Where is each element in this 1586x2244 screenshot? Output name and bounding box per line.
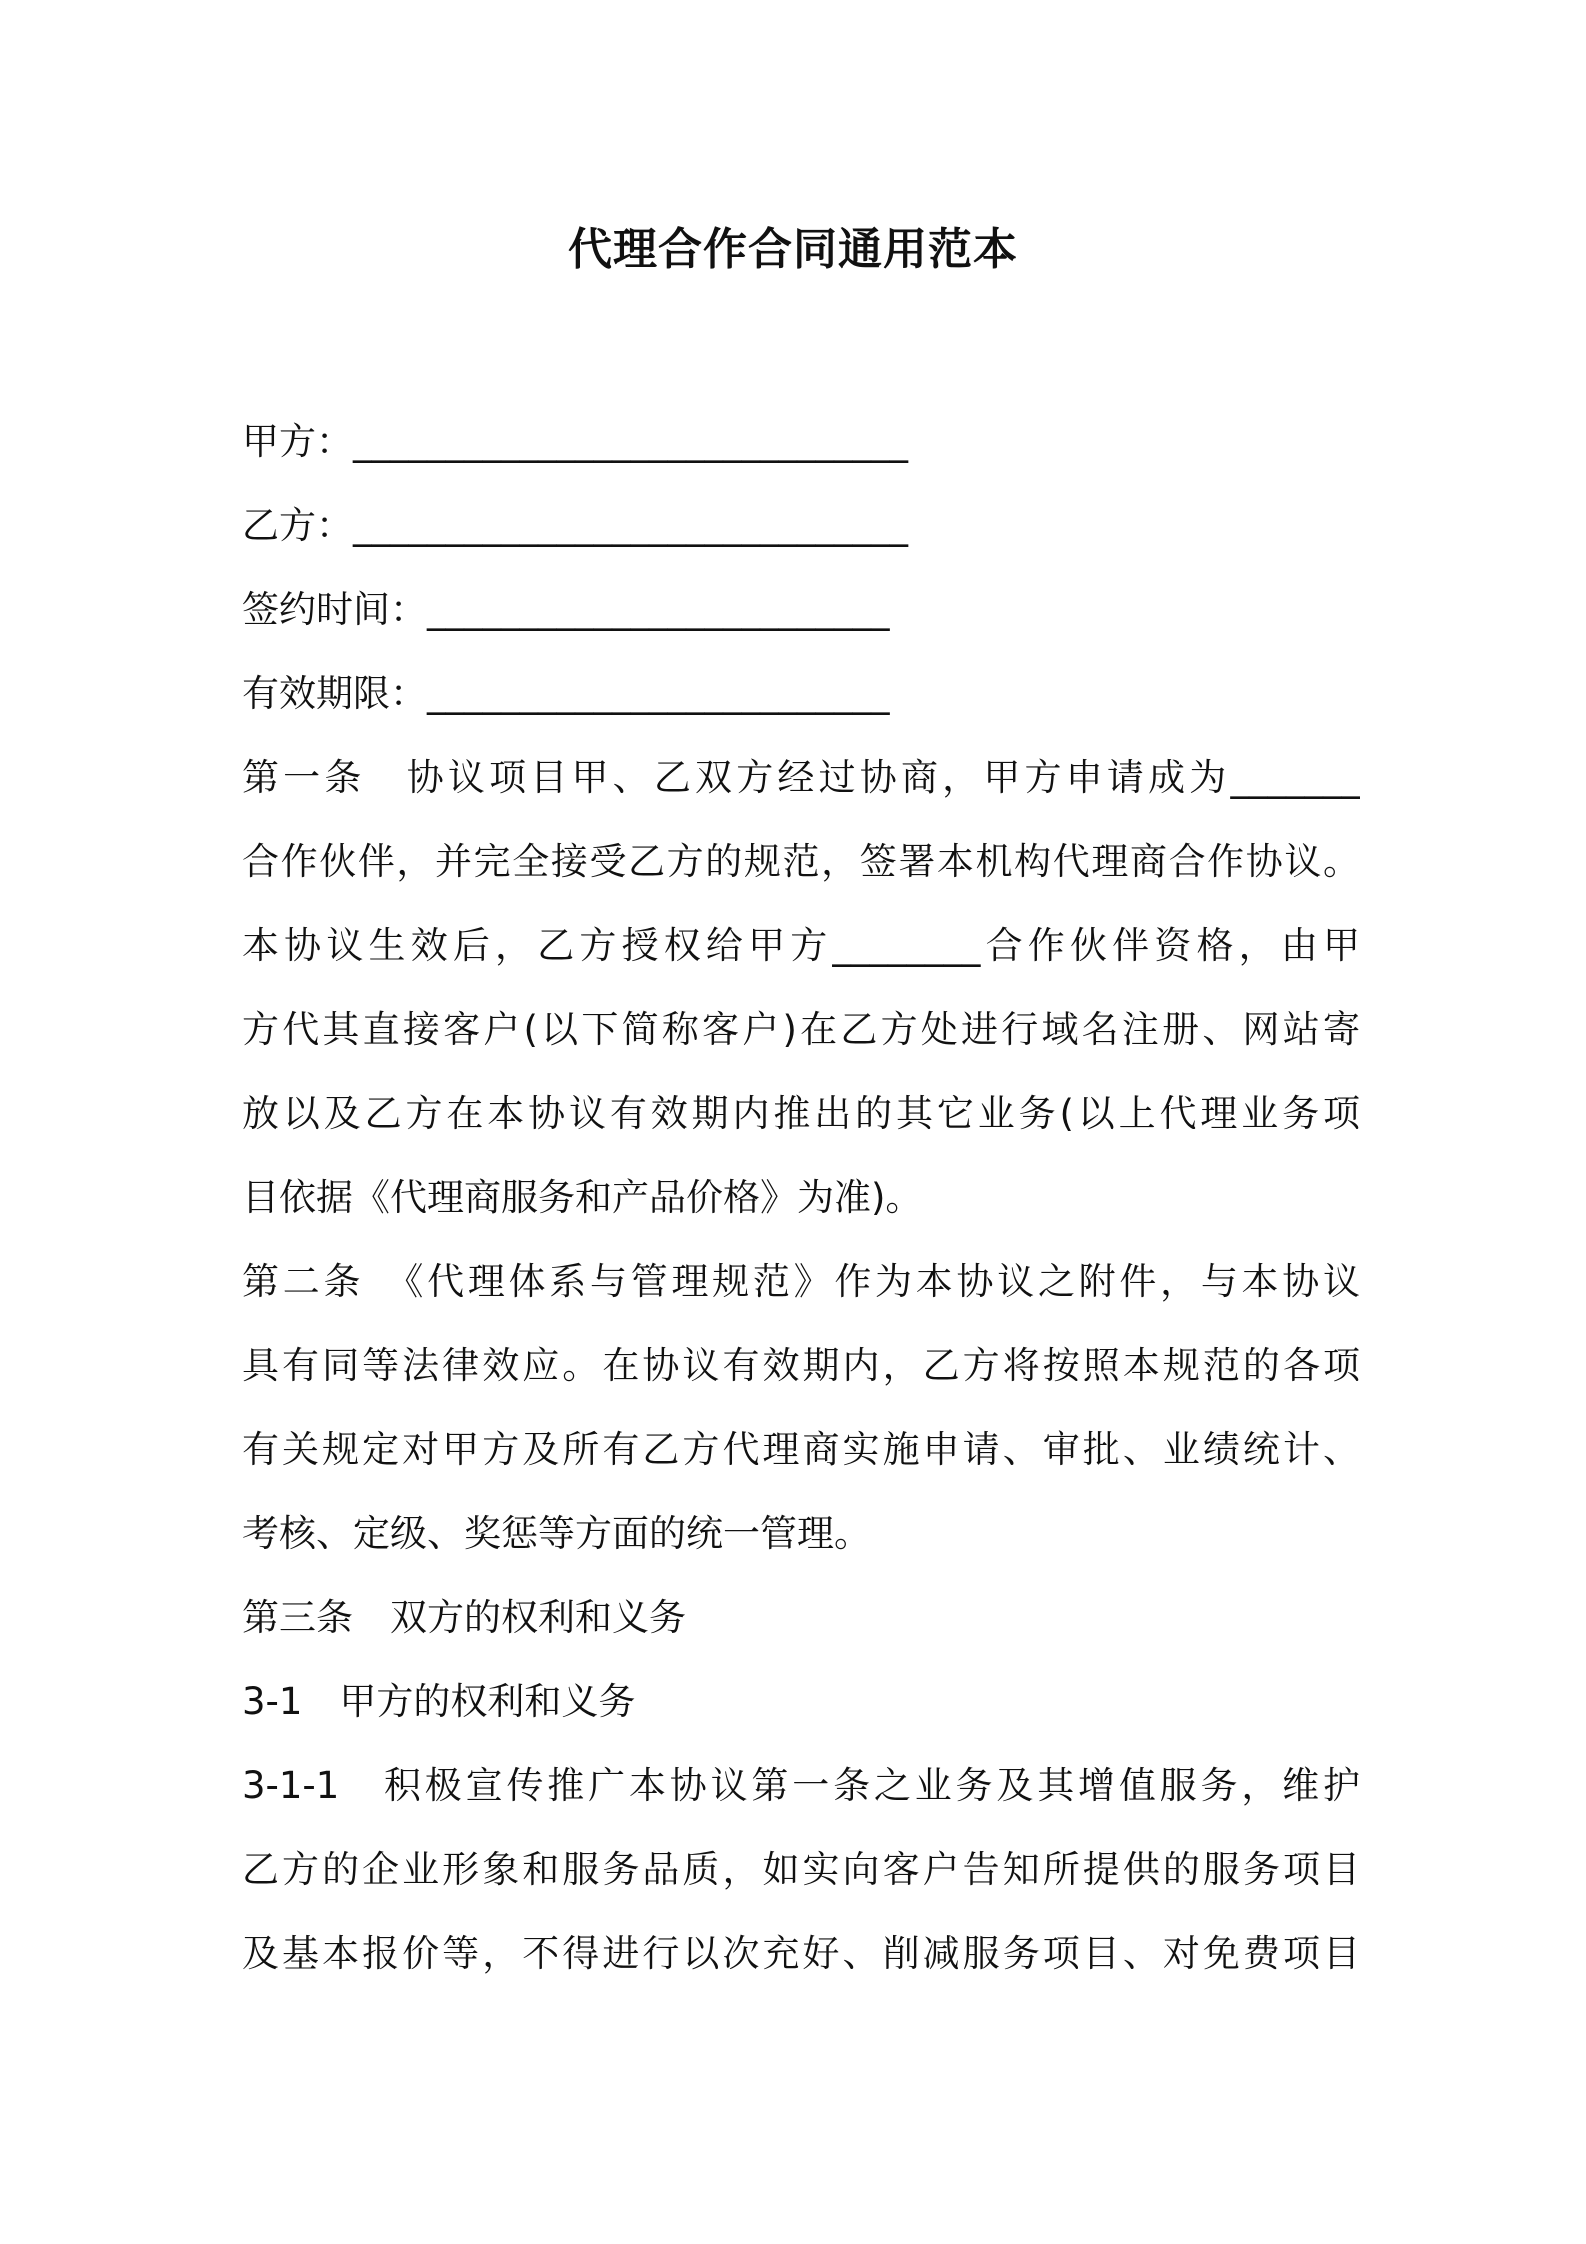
article-1-line-5: 放以及乙方在本协议有效期内推出的其它业务(以上代理业务项	[242, 1092, 1360, 1135]
article-1-line-2: 合作伙伴，并完全接受乙方的规范，签署本机构代理商合作协议。	[242, 840, 1360, 883]
article-1-line-3: 本协议生效后，乙方授权给甲方________合作伙伴资格，由甲	[242, 924, 1360, 967]
article-1-line-4: 方代其直接客户(以下简称客户)在乙方处进行域名注册、网站寄	[242, 1008, 1360, 1051]
article-2-line-1: 第二条 《代理体系与管理规范》作为本协议之附件，与本协议	[242, 1260, 1360, 1303]
section-3-1-heading: 3-1 甲方的权利和义务	[242, 1680, 636, 1723]
document-title: 代理合作合同通用范本	[568, 224, 1018, 275]
signing-date-field: 签约时间：_________________________	[242, 588, 890, 631]
article-2-line-4: 考核、定级、奖惩等方面的统一管理。	[242, 1512, 871, 1555]
clause-3-1-1-line-3: 及基本报价等，不得进行以次充好、削减服务项目、对免费项目	[242, 1932, 1360, 1975]
party-a-field: 甲方：______________________________	[242, 420, 908, 463]
clause-3-1-1-line-2: 乙方的企业形象和服务品质，如实向客户告知所提供的服务项目	[242, 1848, 1360, 1891]
clause-3-1-1-line-1: 3-1-1 积极宣传推广本协议第一条之业务及其增值服务，维护	[242, 1764, 1360, 1807]
document-body	[242, 400, 1360, 1996]
article-2-line-2: 具有同等法律效应。在协议有效期内，乙方将按照本规范的各项	[242, 1344, 1360, 1387]
party-b-field: 乙方：______________________________	[242, 504, 908, 547]
validity-period-field: 有效期限：_________________________	[242, 672, 890, 715]
article-2-line-3: 有关规定对甲方及所有乙方代理商实施申请、审批、业绩统计、	[242, 1428, 1360, 1471]
article-1-line-1: 第一条 协议项目甲、乙双方经过协商，甲方申请成为_______	[242, 756, 1360, 799]
article-1-line-6: 目依据《代理商服务和产品价格》为准)。	[242, 1176, 923, 1219]
article-3-heading: 第三条 双方的权利和义务	[242, 1596, 686, 1639]
